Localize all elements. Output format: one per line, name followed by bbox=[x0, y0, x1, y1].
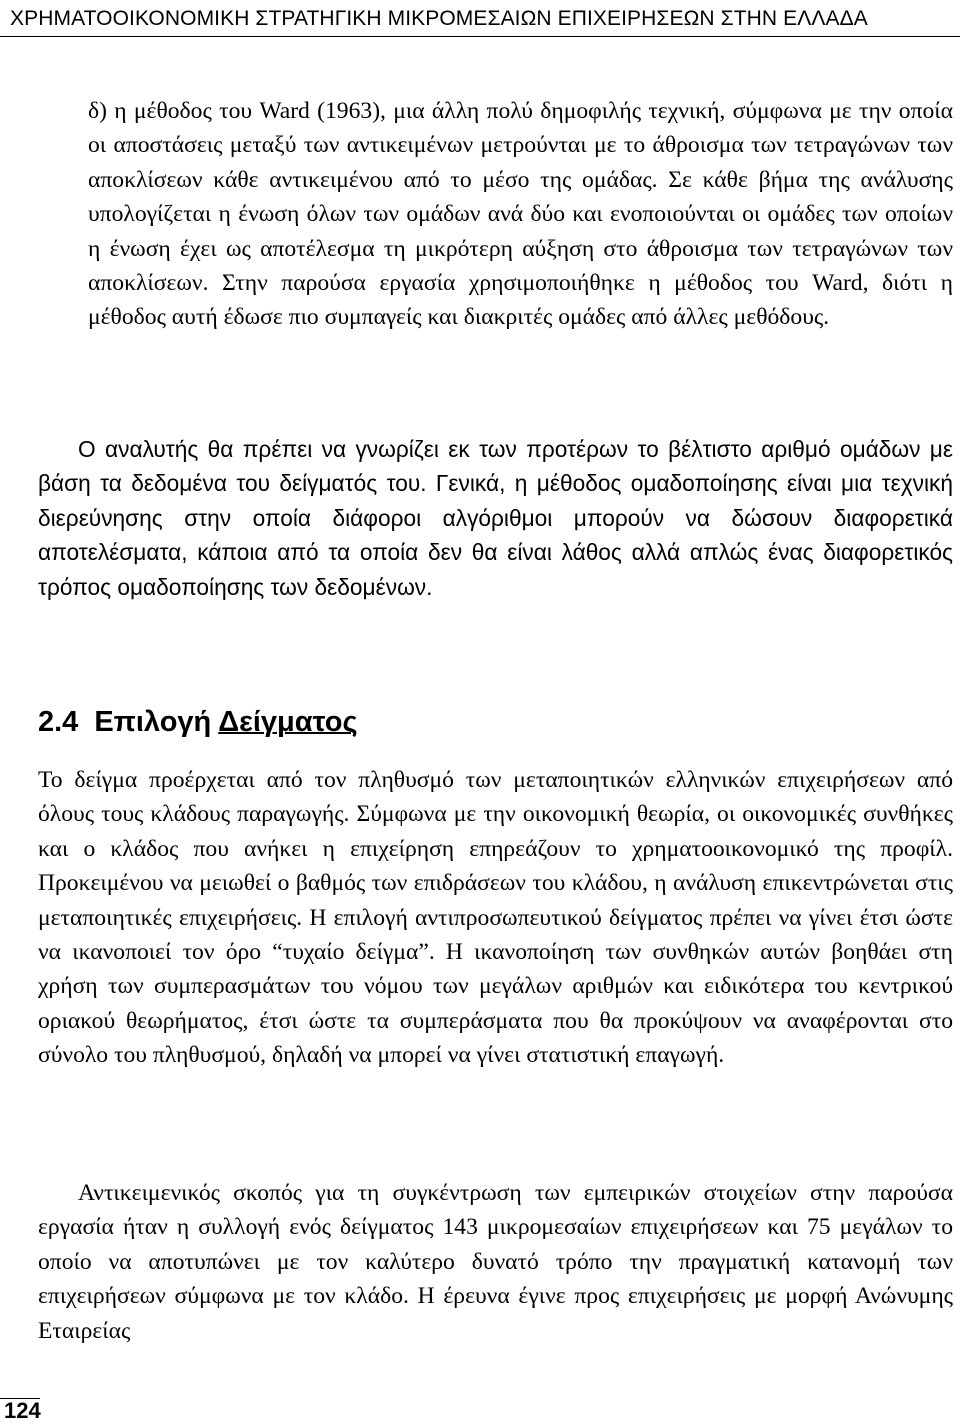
section-title-first-word: Επιλογή bbox=[94, 706, 212, 738]
section-title bbox=[94, 706, 357, 738]
section-heading bbox=[38, 702, 953, 742]
section-title-second-word: Δείγματος bbox=[218, 706, 358, 738]
paragraph-analyst: Ο αναλυτής θα πρέπει να γνωρίζει εκ των προτέρων το βέλτιστο αριθμό ομάδων με βάση τα δεδομένα του δείγματός του. Γενικά, η μέθοδος ομαδοποίησης είναι μια τεχνική διερεύνησης στην οποία διάφοροι αλγόριθμοι μπορούν να δώσουν διαφορετικά αποτελέσματα, κάποια από τα οποία δεν θα είναι λάθος αλλά απλώς ένας διαφορετικός τρόπος ομαδοποίησης των δεδομένων. bbox=[38, 436, 953, 600]
section-number: 2.4 bbox=[38, 706, 79, 738]
paragraph-sample: Το δείγμα προέρχεται από τον πληθυσμό των μεταποιητικών ελληνικών επιχειρήσεων από όλους τους κλάδους παραγωγής. Σύμφωνα με την οικονομική θεωρία, οι οικονομικές συνθήκες και ο κλάδος που ανήκει η επιχείρηση επηρεάζουν το χρηματοοικονομικό της προφίλ. Προκειμένου να μειωθεί ο βαθμός των επιδράσεων του κλάδου, η ανάλυση επικεντρώνεται στις μεταποιητικές επιχειρήσεις. Η επιλογή αντιπροσωπευτικού δείγματος πρέπει να γίνει έτσι ώστε να ικανοποιεί τον όρο “τυχαίο δείγμα”. Η ικανοποίηση των συνθηκών αυτών βοηθάει στη χρήση των συμπερασμάτων του νόμου των μεγάλων αριθμών και ειδικότερα του κεντρικού οριακού θεωρήματος, έτσι ώστε τα συμπεράσματα που θα προκύψουν να αναφέρονται στο σύνολο του πληθυσμού, δηλαδή να μπορεί να γίνει στατιστική επαγωγή. bbox=[38, 767, 953, 1069]
paragraph-ward-method: δ) η μέθοδος του Ward (1963), μια άλλη πολύ δημοφιλής τεχνική, σύμφωνα με την οποία οι αποστάσεις μεταξύ των αντικειμένων μετρούνται με το άθροισμα των τετραγώνων των αποκλίσεων κάθε αντικειμένου από το μέσο της ομάδας. Σε κάθε βήμα της ανάλυσης υπολογίζεται η ένωση όλων των ομάδων ανά δύο και ενοποιούνται οι ομάδες των οποίων η ένωση έχει ως αποτέλεσμα τη μικρότερη αύξηση στο άθροισμα των τετραγώνων των αποκλίσεων. Στην παρούσα εργασία χρησιμοποιήθηκε η μέθοδος του Ward, διότι η μέθοδος αυτή έδωσε πιο συμπαγείς και διακριτές ομάδες από άλλες μεθόδους. bbox=[88, 98, 953, 331]
header-rule bbox=[0, 36, 960, 37]
paragraph-objective: Αντικειμενικός σκοπός για τη συγκέντρωση των εμπειρικών στοιχείων στην παρούσα εργασία ήταν η συλλογή ενός δείγματος 143 μικρομεσαίων επιχειρήσεων και 75 μεγάλων το οποίο να αποτυπώνει με τον καλύτερο δυνατό τρόπο την πραγματική κατανομή των επιχειρήσεων σύμφωνα με τον κλάδο. Η έρευνα έγινε προς επιχειρήσεις με μορφή Ανώνυμης Εταιρείας bbox=[38, 1180, 953, 1344]
page-number: 124 bbox=[4, 1398, 41, 1423]
running-header: ΧΡΗΜΑΤΟΟΙΚΟΝΟΜΙΚΗ ΣΤΡΑΤΗΓΙΚΗ ΜΙΚΡΟΜΕΣΑΙΩΝ ΕΠΙΧΕΙΡΗΣΕΩΝ ΣΤΗΝ ΕΛΛΑΔΑ bbox=[10, 7, 868, 30]
